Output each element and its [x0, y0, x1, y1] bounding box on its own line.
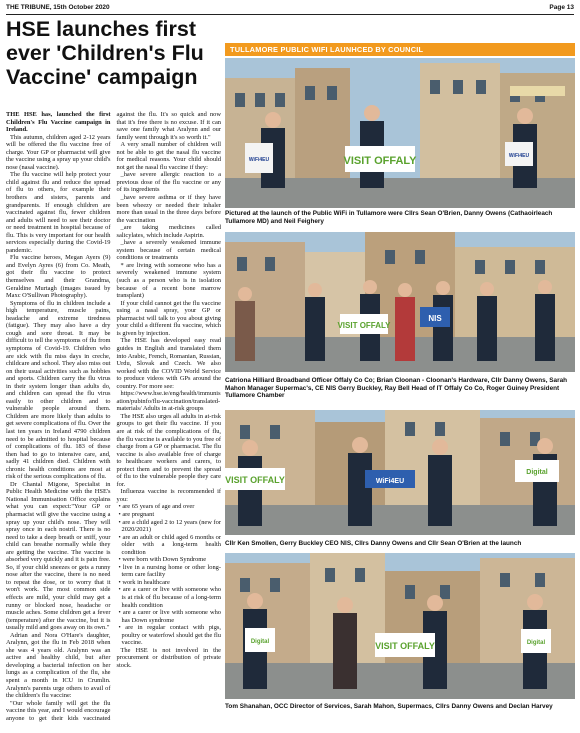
article-paragraph: If your child cannot get the flu vaccine using a nasal spray, your GP or pharmacist will talk to you about giving your child a different flu vaccine, which is given by injection. [116, 299, 221, 337]
digital-sign-text: Digital [526, 640, 546, 646]
article-paragraph: The HSE has developed easy read guides in English and translated them into Arabic, French, Romanian, Russian, Urdu, Slovak and Czech. We also worked with the COVID World Service to produce videos with GPs around the country. For more see: [116, 337, 221, 390]
photo-wifi-launch-1 [225, 58, 575, 208]
article-paragraph: "Our whole family will get the flu vaccine this year, and I would encourage anyone to get their kids vaccinated against the flu. It's so quick and now that it's free there is no excuse. If it can save one family what Aralynn and our family went through it's so worth it." [6, 111, 221, 722]
article-paragraph: The flu vaccine will help protect your child against flu and reduce the spread of flu to others, for example their brothers and sisters, parents and grandparents. If enough children are vaccinated against flu, fewer children and adults will need to see their doctor or need treatment in hospital because of flu. This is very important for our health services especially during the Covid-19 pandemic. [6, 171, 111, 254]
article-paragraph: * are living with someone who has a severely weakened immune system (such as a person who is in isolation because of a recent bone marrow transplant) [116, 261, 221, 300]
digital-sign-text: Digital [526, 469, 548, 476]
photo-caption-3: Cllr Ken Smollen, Gerry Buckley CEO NIS, Cllrs Danny Owens and Cllr Sean O'Brien at the launch [225, 540, 522, 547]
photo-wifi-launch-3 [225, 410, 575, 535]
list-item: • are an adult or child aged 6 months or older with a long-term health condition [118, 533, 221, 556]
list-item: • are a child aged 2 to 12 years (new for 2020/2021) [118, 518, 221, 534]
list-item: • are a carer or live with someone who has Down syndrome [118, 609, 221, 624]
list-item: • live in a nursing home or other long-term care facility [118, 563, 221, 579]
publication-date: THE TRIBUNE, 15th October 2020 [6, 4, 110, 11]
risk-group-list [117, 503, 222, 646]
article-lead: THE HSE has, launched the first Children's Flu Vaccine campaign in Ireland. [6, 111, 111, 134]
article-paragraph: The HSE also urges all adults in at-risk groups to get their flu vaccine. If you are at risk of the complications of flu, the flu vaccine is available to you free of charge from a GP or pharmacist. The flu vaccine is also available free of charge to healthcare workers and carers, to protect them and to prevent the spread of flu to the vulnerable people they care for. [116, 412, 221, 488]
article-subhead: https://www.hse.ie/eng/health/immunisation/pubinfo/flu-vaccination/translated-materials/ Adults in at-risk groups [116, 390, 221, 413]
visit-offaly-sign-text: VISIT OFFALY [337, 321, 391, 330]
article-paragraph: Symptoms of flu in children include a high temperature, muscle pains, headache and extreme tiredness (fatigue). They may also have a dry cough and sore throat. It may be difficult to tell the symptoms of flu from symptoms of Covid-19. Children who are sick with flu miss days in creche, childcare and school. They also miss out on their usual activities such as hobbies and sports. Children carry the flu virus in their system longer than adults do, and children can spread the flu virus easily to other children and to vulnerable people around them. Children are more likely than adults to get severe complications of flu. Over the last ten years in Ireland 4790 children need to be admitted to hospital because of complications of flu. 183 of these then had to go to intensive care, and, sadly 41 children died. Children with chronic health conditions are most at risk of the serious complications of flu. [6, 299, 111, 481]
article-paragraph: Dr Chantal Migone, Specialist in Public Health Medicine with the HSE's National Immunisation Office explains what you can expect:"Your GP or pharmacist will give the vaccine using a spray up your child's nose. They will spray once in each nostril. There is no need to take a deep breath or sniff, your child can breathe normally while they are getting the vaccine. The vaccine is absorbed very quickly and it is pain free. So, if your child sneezes or gets a runny nose after the vaccine, there is no need to repeat the dose, or to worry that it won't work. The most common side effects are mild, your child may get a runny or blocked nose, headache or muscle aches. Some children get a fever (temperature) after the vaccine, but it is usually mild and goes away on its own." [6, 480, 111, 632]
nis-sign-text: NIS [428, 314, 442, 323]
photo-wifi-launch-2 [225, 232, 575, 372]
digital-sign-text: Digital [250, 639, 270, 645]
list-item: • are in regular contact with pigs, poultry or waterfowl should get the flu vaccine. [118, 624, 221, 647]
article-paragraph: _have severe asthma or if they have been wheezy or needed their inhaler more than usual in the three days before the vaccination [116, 194, 221, 224]
masthead [6, 2, 574, 15]
article-paragraph: _have severe allergic reaction to a previous dose of the flu vaccine or any of its ingredients [116, 171, 221, 194]
article-headline: HSE launches first ever 'Children's Flu Vaccine' campaign [6, 17, 204, 89]
photo-caption-4: Tom Shanahan, OCC Director of Services, Sarah Mahon, Supermacs, Cllrs Danny Owens and Declan Harvey [225, 703, 553, 710]
article-paragraph: This autumn, children aged 2-12 years will be offered the flu vaccine free of charge. Your GP or pharmacist will give the vaccine using a spray up your child's nose (nasal vaccine). [6, 133, 111, 171]
article-paragraph: _are taking medicines called salicylates, which include Aspirin. [116, 224, 221, 239]
article-paragraph: _have a severely weakened immune system because of certain medical conditions or treatments [116, 239, 221, 262]
wifi-eu-sign-text: WiFi4EU [508, 153, 530, 159]
article-paragraph: Adrian and Nora O'Hare's daughter, Aralynn, got the flu in Feb 2018 when she was 4 years old. Aralynn was an active and healthy child, but after developing a bacterial infection on her lungs as a complication of the flu, she spent a month in ICU in Crumlin. Aralynn's parents urge others to avail of the children's flu vaccine: [6, 631, 111, 700]
article-paragraph: A very small number of children will not be able to get the nasal flu vaccine for medical reasons. Your child should not get the nasal flu vaccine if they: [116, 141, 221, 171]
sidebar-banner: TULLAMORE PUBLIC WIFI LAUNHCED BY COUNCIL [225, 43, 575, 56]
photo-caption-1: Pictured at the launch of the Public WiFi in Tullamore were Cllrs Sean O'Brien, Danny Owens (Cathaoirleach Tullamore MD) and Neil Feighery [225, 210, 553, 225]
article-paragraph: Flu vaccine heroes, Megan Ayers (9) and Evelyn Ayres (6) from Co. Meath, got their flu vaccine to protect themselves and their Grandma, Geraldine Murtagh (images issued by Maxc O'Sullivan Photography). [6, 254, 111, 300]
list-item: • were born with Down Syndrome [118, 556, 207, 564]
wifi-eu-sign-text: WiFi4EU [248, 157, 270, 163]
article-closing: The HSE is not involved in the procurement or distribution of private stock. [116, 646, 221, 669]
visit-offaly-sign-text: VISIT OFFALY [225, 475, 285, 485]
list-item: • work in healthcare [118, 578, 170, 586]
list-item: • are 65 years of age and over [118, 503, 195, 511]
photo-caption-2: Catriona Hilliard Broadband Officer Offaly Co Co; Brian Cloonan - Cloonan's Hardware, Cllr Danny Owens, Sarah Mahon Manager Supermac's, CE NIS Gerry Buckley, Ray Bell Head of IT Offaly Co Co, Roger Guiney President Tullamore Chamber [225, 377, 568, 400]
list-item: • are a carer or live with someone who is at risk of flu because of a long-term health condition [118, 586, 221, 609]
photo-wifi-launch-4 [225, 553, 575, 699]
visit-offaly-sign-text: VISIT OFFALY [343, 155, 417, 167]
wifi-eu-sign-text: WiFi4EU [375, 478, 405, 485]
article-body [6, 111, 221, 729]
visit-offaly-sign-text: VISIT OFFALY [375, 641, 435, 651]
article-paragraph: Influenza vaccine is recommended if you: [116, 488, 221, 503]
list-item: • are pregnant [118, 510, 155, 518]
page-number: Page 13 [549, 4, 574, 11]
